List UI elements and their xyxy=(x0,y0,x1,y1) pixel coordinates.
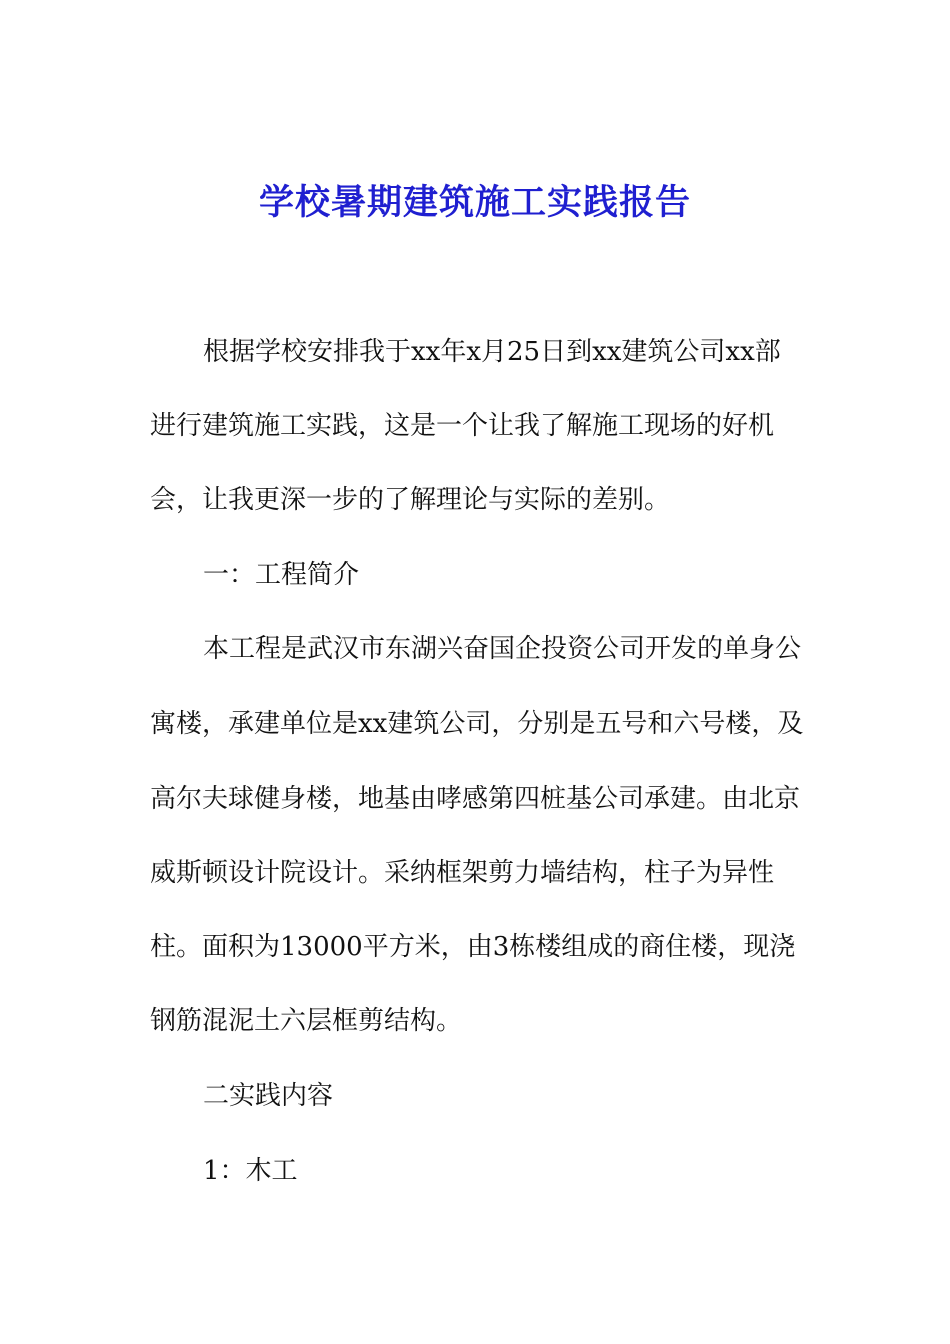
document-title: 学校暑期建筑施工实践报告 xyxy=(258,182,691,223)
paragraph-line: 寓楼，承建单位是xx建筑公司，分别是五号和六号楼，及 xyxy=(150,709,804,739)
paragraph-line: 会，让我更深一步的了解理论与实际的差别。 xyxy=(150,485,671,515)
section-heading: 二实践内容 xyxy=(203,1081,334,1111)
paragraph-line: 根据学校安排我于xx年x月25日到xx建筑公司xx部 xyxy=(203,337,781,367)
paragraph-line: 威斯顿设计院设计。采纳框架剪力墙结构，柱子为异性 xyxy=(150,858,775,888)
paragraph-line: 柱。面积为13000平方米，由3栋楼组成的商住楼，现浇 xyxy=(150,932,796,962)
section-heading: 一：工程简介 xyxy=(203,560,360,590)
paragraph-line: 高尔夫球健身楼，地基由哮感第四桩基公司承建。由北京 xyxy=(150,784,801,814)
subsection-heading: 1：木工 xyxy=(203,1156,298,1186)
paragraph-line: 钢筋混泥土六层框剪结构。 xyxy=(150,1006,463,1036)
paragraph-line: 进行建筑施工实践，这是一个让我了解施工现场的好机 xyxy=(150,411,775,441)
paragraph-line: 本工程是武汉市东湖兴奋国企投资公司开发的单身公 xyxy=(203,634,802,664)
